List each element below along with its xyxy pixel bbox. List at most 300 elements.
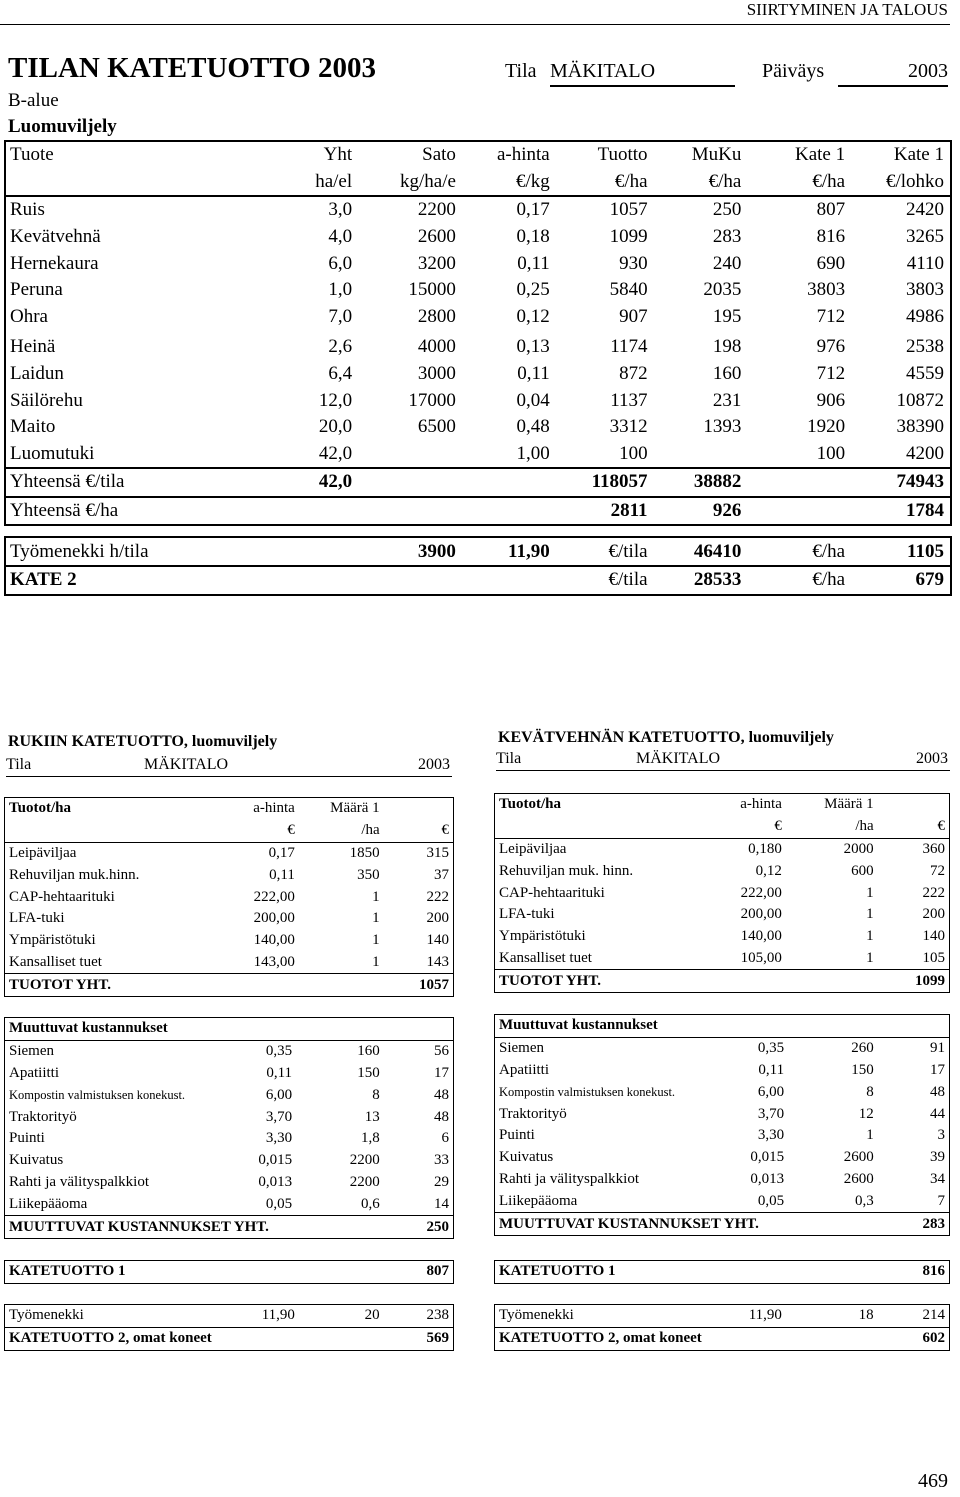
- cell-value: 17000: [408, 389, 456, 411]
- work-hours: 3900: [358, 537, 462, 566]
- list-item: [5, 1063, 454, 1085]
- cell-value: 976: [816, 336, 846, 358]
- list-item: [495, 882, 950, 904]
- row-label: Siemen: [499, 1040, 544, 1057]
- rye-tila-value: MÄKITALO: [144, 756, 229, 773]
- cell-value: 2600: [843, 1149, 874, 1166]
- list-item: [495, 1169, 950, 1191]
- cell-value: 816: [816, 226, 846, 248]
- row-label: Kompostin valmistuksen konekust.: [9, 1087, 186, 1102]
- cell-value: 0,015: [258, 1152, 293, 1169]
- row-label: LFA-tuki: [9, 910, 65, 927]
- list-item: [5, 1193, 454, 1215]
- cell-value: 2200: [349, 1152, 380, 1169]
- row-label: Kansalliset tuet: [9, 953, 102, 970]
- row-label: Puinti: [9, 1130, 45, 1147]
- row-label: Traktorityö: [499, 1105, 567, 1122]
- table-row: [5, 304, 951, 331]
- col-header: MuKu: [654, 141, 748, 169]
- cell-value: 1099: [609, 226, 648, 248]
- cell-value: 1: [866, 1127, 874, 1144]
- row-label: Ohra: [5, 304, 294, 331]
- cell-value: 6,4: [328, 363, 353, 385]
- cell-value: 1: [866, 949, 874, 966]
- table-units-row: [5, 169, 951, 197]
- unit-cell: [5, 820, 220, 842]
- unit-label: €/ha: [747, 537, 851, 566]
- work-value: 238: [384, 1305, 454, 1328]
- row-label: Hernekaura: [5, 250, 294, 277]
- unit-cell: €: [714, 816, 786, 838]
- cell-value: 91: [930, 1040, 945, 1057]
- work-label: Työmenekki: [495, 1305, 715, 1328]
- cell-value: 222: [426, 888, 449, 905]
- unit-label: €/ha: [747, 566, 851, 595]
- total-area: 42,0: [294, 468, 358, 497]
- cell-value: 6,00: [757, 1083, 785, 1100]
- wheat-kate2-box: [494, 1304, 950, 1351]
- cell-value: 1: [372, 910, 380, 927]
- unit-cell: €: [384, 820, 454, 842]
- cell-value: 200,00: [253, 910, 295, 927]
- list-item: [5, 908, 454, 930]
- work-value: 214: [878, 1305, 950, 1328]
- cell-value: 1: [866, 906, 874, 923]
- cell-value: 1: [372, 932, 380, 949]
- cell-value: 198: [712, 336, 742, 358]
- row-label: Kansalliset tuet: [499, 949, 592, 966]
- list-item: [5, 1106, 454, 1128]
- cell-value: 48: [930, 1083, 945, 1100]
- cell-value: 712: [816, 305, 846, 327]
- cell-value: 0,11: [517, 363, 550, 385]
- cell-value: 1: [372, 888, 380, 905]
- unit-cell: €/kg: [462, 169, 556, 197]
- cell-value: 250: [712, 199, 742, 221]
- table-row: [5, 334, 951, 361]
- work-hours: 18: [786, 1305, 878, 1328]
- cell-value: 17: [930, 1061, 945, 1078]
- col-header: Tuotot/ha: [9, 800, 71, 817]
- row-label: Säilörehu: [5, 387, 294, 414]
- cell-value: 105,00: [740, 949, 782, 966]
- cell-value: 12: [858, 1105, 874, 1122]
- unit-cell: €/lohko: [851, 169, 951, 197]
- row-label: Ympäristötuki: [499, 928, 586, 945]
- cell-value: 2420: [851, 196, 951, 224]
- list-item: [495, 1081, 950, 1103]
- cell-value: 3,70: [265, 1108, 293, 1125]
- cell-value: 17: [434, 1064, 449, 1081]
- unit-label: €/tila: [556, 566, 654, 595]
- cell-value: 1393: [703, 416, 742, 438]
- list-item: [495, 1103, 950, 1125]
- income-total-value: 1057: [419, 976, 449, 993]
- rye-tila-label: Tila: [6, 756, 32, 773]
- wheat-kate1-box: [494, 1260, 950, 1284]
- row-label: Rahti ja välityspalkkiot: [9, 1173, 149, 1190]
- table-row: [5, 361, 951, 388]
- cell-value: [654, 441, 748, 469]
- cell-value: 0,25: [516, 279, 550, 301]
- cost-total-value: 250: [426, 1218, 449, 1235]
- farming-type: Luomuviljely: [8, 116, 117, 137]
- cell-value: 0,05: [265, 1195, 293, 1212]
- col-header: [878, 794, 950, 816]
- row-label: Kuivatus: [499, 1149, 554, 1166]
- cell-value: 0,015: [750, 1149, 785, 1166]
- wheat-tila-label: Tila: [496, 750, 522, 767]
- cell-value: 222,00: [740, 884, 782, 901]
- unit-cell: [5, 169, 294, 197]
- cell-value: 1,00: [516, 442, 550, 464]
- cell-value: 1850: [349, 844, 380, 861]
- row-label: Kuivatus: [9, 1152, 64, 1169]
- unit-cell: €/ha: [654, 169, 748, 197]
- unit-cell: [495, 816, 715, 838]
- rye-title: RUKIIN KATETUOTTO, luomuviljely: [8, 733, 278, 750]
- cell-value: 222,00: [253, 888, 295, 905]
- list-item: [495, 948, 950, 970]
- cell-value: 48: [434, 1086, 449, 1103]
- cell-value: 6,00: [265, 1086, 293, 1103]
- cell-value: 1,8: [360, 1130, 380, 1147]
- kate1-value: 807: [426, 1263, 449, 1280]
- cell-value: 14: [434, 1195, 449, 1212]
- cell-value: 2600: [417, 226, 456, 248]
- work-label: Työmenekki: [5, 1305, 220, 1328]
- col-header: a-hinta: [253, 800, 295, 817]
- cell-value: 200: [922, 906, 945, 923]
- list-item: [5, 864, 454, 886]
- list-item: [5, 842, 454, 864]
- cell-value: 15000: [408, 279, 456, 301]
- list-item: [5, 886, 454, 908]
- farm-margin-table: [4, 140, 952, 596]
- ha-income: 2811: [556, 497, 654, 526]
- cell-value: 0,17: [268, 844, 295, 861]
- row-label: Ympäristötuki: [9, 932, 96, 949]
- cell-value: 2035: [703, 279, 742, 301]
- cell-value: 38390: [851, 414, 951, 441]
- cell-value: 2200: [417, 199, 456, 221]
- unit-cell: €/ha: [747, 169, 851, 197]
- page-number: 469: [918, 1470, 948, 1492]
- unit-cell: €: [219, 820, 299, 842]
- cell-value: 160: [712, 363, 742, 385]
- list-item: [495, 926, 950, 948]
- cell-value: 4000: [417, 336, 456, 358]
- cell-value: 3265: [851, 224, 951, 251]
- cell-value: 712: [816, 363, 846, 385]
- list-item: [5, 1128, 454, 1150]
- income-total-value: 1099: [915, 972, 945, 989]
- row-label: Traktorityö: [9, 1108, 77, 1125]
- farm-name: MÄKITALO: [550, 60, 735, 87]
- list-item: [495, 860, 950, 882]
- row-label: Työmenekki h/tila: [5, 537, 294, 566]
- cell-value: 143,00: [253, 953, 295, 970]
- cell-value: 240: [712, 252, 742, 274]
- cell-value: 150: [851, 1061, 874, 1078]
- kate2-value: 569: [426, 1330, 449, 1347]
- unit-cell: ha/el: [294, 169, 358, 197]
- row-label: Leipäviljaa: [9, 844, 77, 861]
- total-ha-row: [5, 497, 951, 526]
- row-label: Rehuviljan muk.hinn.: [9, 866, 140, 883]
- unit-cell: /ha: [786, 816, 878, 838]
- list-item: [5, 1150, 454, 1172]
- cell-value: 1: [866, 928, 874, 945]
- work-rate: 11,90: [462, 537, 556, 566]
- cell-value: 0,12: [755, 862, 782, 879]
- rye-cost-table: [4, 1017, 454, 1239]
- cell-value: 3: [937, 1127, 945, 1144]
- kate1-value: 816: [922, 1263, 945, 1280]
- work-cost-tila: 46410: [654, 537, 748, 566]
- cell-value: 360: [922, 840, 945, 857]
- list-item: [495, 1125, 950, 1147]
- cell-value: 3,70: [757, 1105, 785, 1122]
- cell-value: 3,30: [757, 1127, 785, 1144]
- cell-value: 2800: [417, 305, 456, 327]
- list-item: [5, 952, 454, 974]
- list-item: [5, 1172, 454, 1194]
- cell-value: 0,11: [266, 1064, 293, 1081]
- col-header: Määrä 1: [824, 796, 874, 813]
- cell-value: 2538: [851, 334, 951, 361]
- cell-value: [358, 441, 462, 469]
- cell-value: 872: [619, 363, 648, 385]
- header-rule: [0, 24, 950, 25]
- cell-value: 3,0: [328, 199, 353, 221]
- cell-value: 13: [364, 1108, 380, 1125]
- section-header: SIIRTYMINEN JA TALOUS: [746, 0, 948, 19]
- row-label: Rehuviljan muk. hinn.: [499, 862, 634, 879]
- cell-value: 143: [426, 953, 449, 970]
- cell-value: 0,3: [855, 1192, 874, 1209]
- table-row: [5, 250, 951, 277]
- work-rate: 11,90: [219, 1305, 299, 1328]
- cell-value: 4200: [851, 441, 951, 469]
- col-header: [384, 798, 454, 820]
- cell-value: 48: [434, 1108, 449, 1125]
- table-row: [5, 224, 951, 251]
- cell-value: 0,013: [258, 1173, 293, 1190]
- farm-label: Tila: [505, 60, 537, 82]
- cell-value: 6,0: [328, 252, 353, 274]
- date-value: 2003: [838, 60, 948, 87]
- table-row: [5, 387, 951, 414]
- cell-value: 0,04: [516, 389, 550, 411]
- cell-value: 907: [619, 305, 648, 327]
- unit-cell: kg/ha/e: [358, 169, 462, 197]
- total-income: 118057: [556, 468, 654, 497]
- row-label: Yhteensä €/ha: [5, 497, 294, 526]
- list-item: [495, 1037, 950, 1059]
- row-label: KATE 2: [5, 566, 294, 595]
- cell-value: 10872: [851, 387, 951, 414]
- unit-cell: €/ha: [556, 169, 654, 197]
- cell-value: 44: [930, 1105, 945, 1122]
- cost-header: Muuttuvat kustannukset: [5, 1018, 454, 1041]
- kate1-label: KATETUOTTO 1: [9, 1263, 126, 1280]
- ha-margin: 1784: [851, 497, 951, 526]
- cell-value: 140: [922, 928, 945, 945]
- kate2-label: KATETUOTTO 2, omat koneet: [499, 1330, 702, 1347]
- col-header: Yht: [294, 141, 358, 169]
- cell-value: 807: [816, 199, 846, 221]
- kate2-ha: 679: [851, 566, 951, 595]
- cell-value: 1,0: [328, 279, 353, 301]
- cell-value: 6: [441, 1130, 449, 1147]
- cell-value: 140,00: [740, 928, 782, 945]
- cost-total-value: 283: [922, 1215, 945, 1232]
- kate1-label: KATETUOTTO 1: [499, 1263, 616, 1280]
- cell-value: 140,00: [253, 932, 295, 949]
- list-item: [495, 904, 950, 926]
- unit-label: €/tila: [556, 537, 654, 566]
- cell-value: 0,6: [360, 1195, 380, 1212]
- table-row: [5, 441, 951, 469]
- cell-value: 1174: [610, 336, 648, 358]
- row-label: Peruna: [5, 277, 294, 304]
- cell-value: 3803: [851, 277, 951, 304]
- cell-value: 4986: [851, 304, 951, 331]
- cell-value: 4110: [851, 250, 951, 277]
- income-total-label: TUOTOT YHT.: [499, 972, 601, 989]
- cost-total-label: MUUTTUVAT KUSTANNUKSET YHT.: [499, 1215, 759, 1232]
- cell-value: 6500: [417, 416, 456, 438]
- cell-value: 2000: [843, 840, 874, 857]
- cell-value: 33: [434, 1152, 449, 1169]
- cell-value: 140: [426, 932, 449, 949]
- work-cost-ha: 1105: [851, 537, 951, 566]
- rye-income-table: [4, 797, 454, 997]
- col-header: a-hinta: [462, 141, 556, 169]
- col-header: Sato: [358, 141, 462, 169]
- list-item: [5, 1084, 454, 1106]
- cell-value: 200: [426, 910, 449, 927]
- cell-value: 150: [357, 1064, 380, 1081]
- unit-cell: €: [878, 816, 950, 838]
- cell-value: 690: [816, 252, 846, 274]
- cell-value: 0,11: [517, 252, 550, 274]
- list-item: [495, 1147, 950, 1169]
- list-item: [5, 930, 454, 952]
- cell-value: 350: [357, 866, 380, 883]
- wheat-cost-table: [494, 1014, 950, 1236]
- cell-value: 2200: [349, 1173, 380, 1190]
- cell-value: 2600: [843, 1170, 874, 1187]
- income-total-label: TUOTOT YHT.: [9, 976, 111, 993]
- cell-value: 3,30: [265, 1130, 293, 1147]
- cell-value: 222: [922, 884, 945, 901]
- cell-value: 0,180: [748, 840, 782, 857]
- cell-value: 0,11: [758, 1061, 785, 1078]
- cell-value: 42,0: [318, 442, 353, 464]
- cell-value: 1: [372, 953, 380, 970]
- table-header-row: [5, 141, 951, 169]
- work-hours: 20: [299, 1305, 384, 1328]
- cell-value: 600: [851, 862, 874, 879]
- row-label: Apatiitti: [9, 1064, 59, 1081]
- cell-value: 5840: [609, 279, 648, 301]
- kate2-value: 602: [922, 1330, 945, 1347]
- row-label: Ruis: [5, 196, 294, 224]
- cell-value: 906: [816, 389, 846, 411]
- cell-value: 930: [619, 252, 648, 274]
- kate2-label: KATETUOTTO 2, omat koneet: [9, 1330, 212, 1347]
- col-header: Kate 1: [851, 141, 951, 169]
- row-label: Maito: [5, 414, 294, 441]
- cell-value: 72: [930, 862, 945, 879]
- cell-value: 283: [712, 226, 742, 248]
- date-label: Päiväys: [762, 60, 825, 82]
- list-item: [495, 1190, 950, 1212]
- cell-value: 7: [937, 1192, 945, 1209]
- cell-value: 0,013: [750, 1170, 785, 1187]
- rye-farm-line: [6, 756, 452, 777]
- cell-value: 0,11: [269, 866, 295, 883]
- wheat-year: 2003: [916, 750, 948, 767]
- kate2-row: [5, 566, 951, 595]
- cell-value: 8: [866, 1083, 874, 1100]
- rye-kate1-box: [4, 1260, 454, 1284]
- cell-value: 3200: [417, 252, 456, 274]
- row-label: Leipäviljaa: [499, 840, 567, 857]
- area-label: B-alue: [8, 90, 59, 111]
- row-label: Kevätvehnä: [5, 224, 294, 251]
- cell-value: 100: [816, 442, 846, 464]
- row-label: Puinti: [499, 1127, 535, 1144]
- work-rate: 11,90: [714, 1305, 786, 1328]
- rye-kate2-box: [4, 1304, 454, 1351]
- row-label: Kompostin valmistuksen konekust.: [499, 1084, 676, 1099]
- cell-value: 260: [851, 1040, 874, 1057]
- rye-year: 2003: [418, 756, 450, 773]
- cell-value: 4559: [851, 361, 951, 388]
- row-label: Yhteensä €/tila: [5, 468, 294, 497]
- work-row: [5, 537, 951, 566]
- list-item: [5, 1040, 454, 1062]
- list-item: [495, 1060, 950, 1082]
- row-label: Liikepääoma: [499, 1192, 578, 1209]
- cell-value: 160: [357, 1043, 380, 1060]
- cell-value: 7,0: [328, 305, 353, 327]
- cell-value: 8: [372, 1086, 380, 1103]
- row-label: CAP-hehtaarituki: [9, 888, 115, 905]
- table-row: [5, 414, 951, 441]
- row-label: Rahti ja välityspalkkiot: [499, 1170, 639, 1187]
- ha-costs: 926: [654, 497, 748, 526]
- cost-total-label: MUUTTUVAT KUSTANNUKSET YHT.: [9, 1218, 269, 1235]
- cell-value: 3000: [417, 363, 456, 385]
- cell-value: 1: [866, 884, 874, 901]
- wheat-income-table: [494, 793, 950, 993]
- cost-header: Muuttuvat kustannukset: [495, 1015, 950, 1038]
- cell-value: 0,13: [516, 336, 550, 358]
- cell-value: 12,0: [318, 389, 353, 411]
- wheat-tila-value: MÄKITALO: [636, 750, 721, 767]
- cell-value: 0,17: [516, 199, 550, 221]
- table-row: [5, 196, 951, 224]
- cell-value: 3803: [807, 279, 846, 301]
- row-label: Laidun: [5, 361, 294, 388]
- col-header: Määrä 1: [330, 800, 380, 817]
- cell-value: 100: [619, 442, 648, 464]
- cell-value: 4,0: [328, 226, 353, 248]
